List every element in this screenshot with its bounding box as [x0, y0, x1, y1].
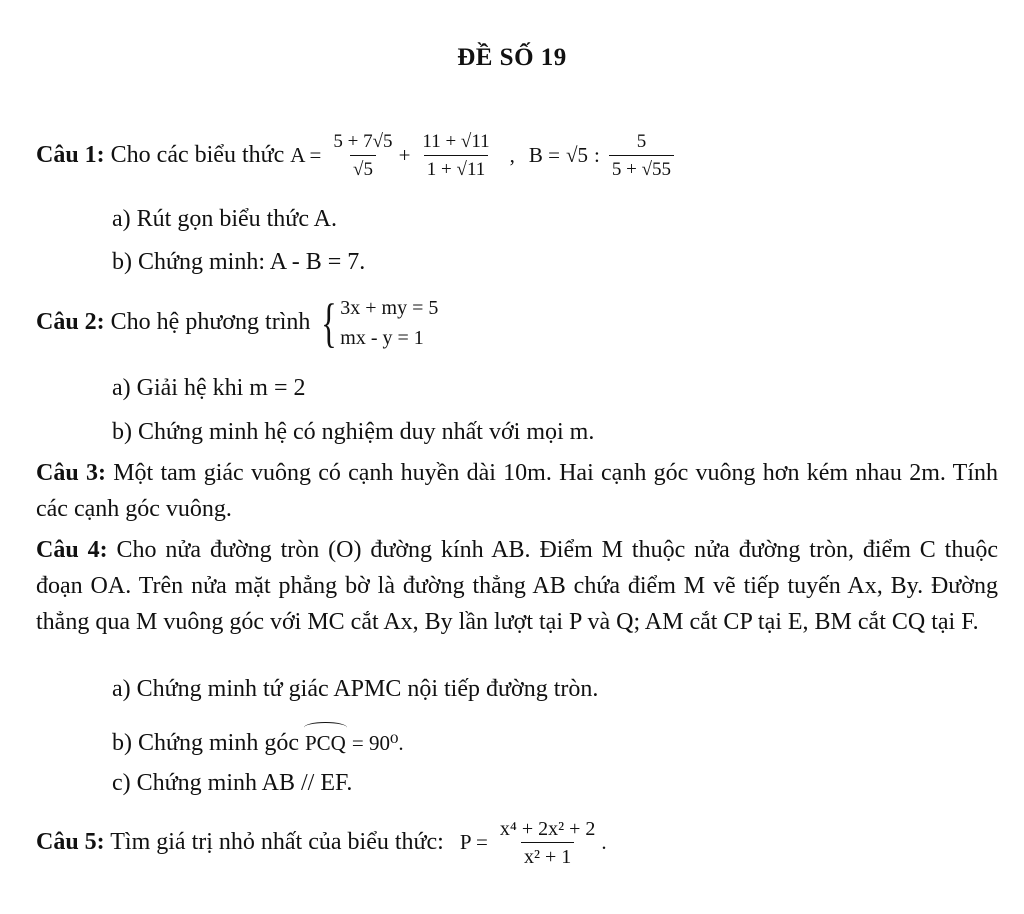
question-1b: b) Chứng minh: A - B = 7.: [112, 249, 366, 275]
question-3-text: Một tam giác vuông có cạnh huyền dài 10m. Hai cạnh góc vuông hơn kém nhau 2m. Tính các cạnh góc vuông.: [36, 460, 999, 522]
question-1-label: Câu 1:: [36, 142, 105, 168]
question-2b: b) Chứng minh hệ có nghiệm duy nhất với mọi m.: [112, 419, 595, 445]
question-4-text: Cho nửa đường tròn (O) đường kính AB. Điểm M thuộc nửa đường tròn, điểm C thuộc đoạn OA. Trên nửa mặt phẳng bờ là đường thẳng AB chứa điểm M vẽ tiếp tuyến Ax, By. Đường thẳng qua M vuông góc với MC cắt Ax, By lần lượt tại P và Q; AM cắt CP tại E, BM cắt CQ tại F.: [36, 537, 998, 635]
angle-pcq: PCQ: [305, 722, 346, 758]
page-title: ĐỀ SỐ 19: [457, 44, 567, 71]
question-5-line: [36, 812, 607, 872]
fraction-2-denominator: 1 + √11: [424, 155, 488, 181]
question-4-label: Câu 4:: [36, 537, 108, 563]
fraction-1-numerator: 5 + 7√5: [333, 131, 393, 153]
expr-b-lhs: B =: [528, 143, 560, 167]
fraction-p-denominator: x² + 1: [521, 842, 574, 868]
question-2-label: Câu 2:: [36, 309, 105, 335]
fraction-2-numerator: 11 + √11: [422, 131, 490, 153]
question-4c: c) Chứng minh AB // EF.: [112, 770, 353, 796]
question-1-text: Cho các biểu thức: [110, 142, 285, 168]
question-1-line: [36, 125, 677, 185]
equation-system: [340, 293, 438, 353]
expr-p-fraction: [497, 818, 599, 868]
question-2a: a) Giải hệ khi m = 2: [112, 375, 306, 401]
expr-b-sqrt: √5: [566, 143, 589, 167]
question-5-label: Câu 5:: [36, 829, 105, 855]
expr-p-end: .: [601, 830, 607, 854]
question-4b-prefix: b) Chứng minh góc: [112, 730, 299, 756]
expr-a-lhs: A =: [290, 143, 322, 167]
divide-colon: :: [594, 143, 600, 167]
question-4b-suffix: = 90⁰.: [351, 731, 404, 755]
question-2-text: Cho hệ phương trình: [110, 309, 311, 335]
fraction-3-denominator: 5 + √55: [609, 155, 674, 181]
equation-2: mx - y = 1: [340, 327, 424, 350]
question-4b: [112, 722, 404, 758]
expr-b-fraction: [609, 131, 674, 181]
question-3: [36, 455, 998, 527]
question-3-label: Câu 3:: [36, 460, 106, 486]
separator-comma: ,: [509, 143, 515, 167]
question-4a: a) Chứng minh tứ giác APMC nội tiếp đường tròn.: [112, 676, 599, 702]
question-4: [36, 532, 998, 640]
question-1a: a) Rút gọn biểu thức A.: [112, 206, 337, 232]
equation-1: 3x + my = 5: [340, 297, 439, 320]
plus-sign: +: [398, 143, 411, 167]
expr-a-fraction-2: [419, 131, 492, 181]
expr-p-lhs: P =: [459, 830, 488, 854]
question-2-line: [36, 292, 438, 353]
fraction-1-denominator: √5: [350, 155, 376, 181]
question-5-text: Tìm giá trị nhỏ nhất của biểu thức:: [110, 829, 444, 855]
fraction-3-numerator: 5: [636, 131, 647, 153]
system-brace: {: [321, 293, 338, 354]
expr-a-fraction-1: [330, 131, 395, 181]
fraction-p-numerator: x⁴ + 2x² + 2: [499, 818, 596, 841]
